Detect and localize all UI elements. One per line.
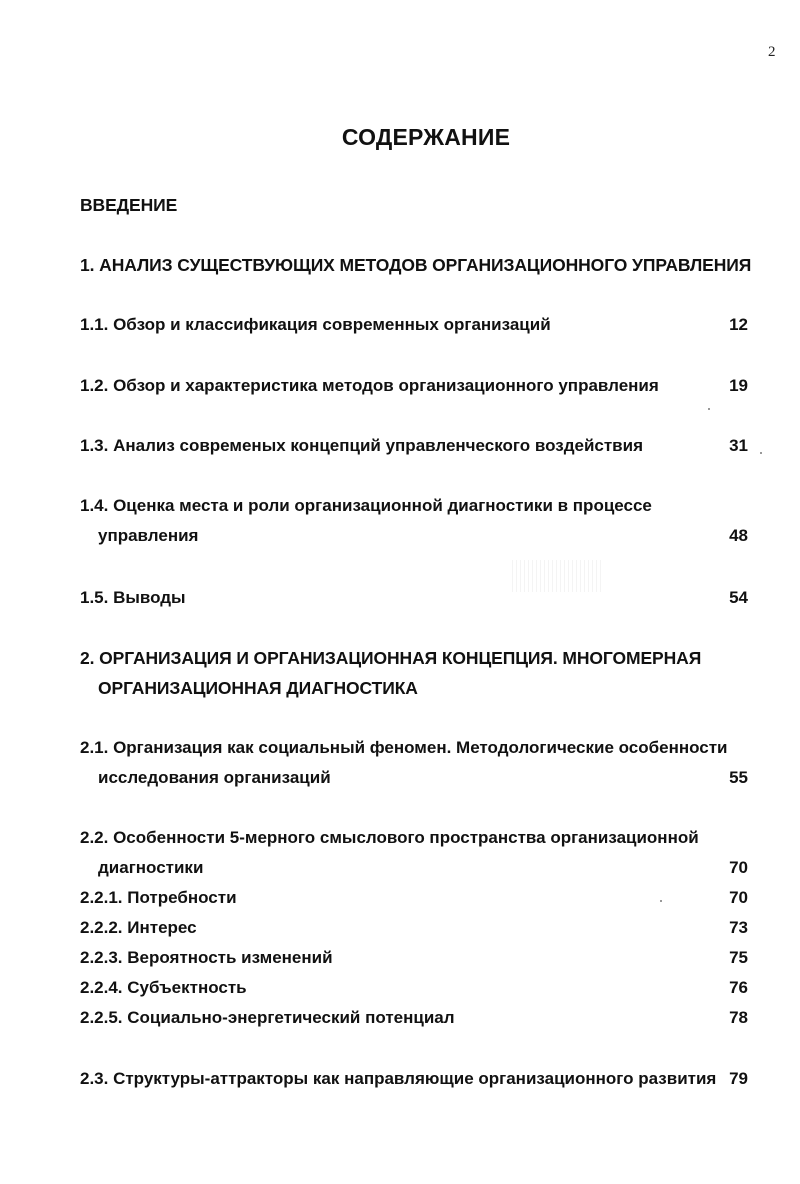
toc-section-title: 1.3. Анализ современых концепций управленческого воздействия — [80, 436, 643, 455]
toc-section-title-line1: 2.1. Организация как социальный феномен. Методологические особенности — [80, 738, 728, 757]
scan-speck — [760, 452, 762, 454]
toc-section-2-2-3 — [80, 943, 748, 973]
toc-section-title: 2.2.1. Потребности — [80, 888, 237, 907]
toc-section-2-2-5 — [80, 1003, 748, 1033]
toc-intro — [80, 190, 748, 220]
toc-chapter-1-title: 1. АНАЛИЗ СУЩЕСТВУЮЩИХ МЕТОДОВ ОРГАНИЗАЦИОННОГО УПРАВЛЕНИЯ — [80, 255, 752, 275]
toc-section-title: 1.2. Обзор и характеристика методов организационного управления — [80, 376, 659, 395]
toc-section-1-2 — [80, 371, 748, 401]
toc-page-number: 48 — [729, 526, 748, 545]
toc-section-title: 2.3. Структуры-аттракторы как направляющие организационного развития — [80, 1069, 717, 1088]
toc-page-number: 76 — [729, 978, 748, 997]
toc-intro-title: ВВЕДЕНИЕ — [80, 195, 178, 215]
toc-chapter-2 — [80, 643, 748, 703]
toc-section-2-2-4 — [80, 973, 748, 1003]
toc-section-1-1 — [80, 310, 748, 340]
toc-section-1-5 — [80, 583, 748, 613]
toc-chapter-1 — [80, 250, 752, 280]
toc-page-number: 78 — [729, 1008, 748, 1027]
toc-section-title: 2.2.5. Социально-энергетический потенциал — [80, 1008, 455, 1027]
toc-section-title-line2: управления — [98, 526, 199, 545]
toc-section-2-2-2 — [80, 913, 748, 943]
toc-section-title: 1.5. Выводы — [80, 588, 186, 607]
page-title: СОДЕРЖАНИЕ — [341, 124, 511, 150]
toc-section-1-4 — [80, 491, 748, 551]
page-number: 2 — [768, 44, 776, 60]
toc-section-title-line1: 1.4. Оценка места и роли организационной диагностики в процессе — [80, 496, 652, 515]
toc-chapter-2-line2: ОРГАНИЗАЦИОННАЯ ДИАГНОСТИКА — [98, 678, 418, 698]
toc-page-number: 70 — [729, 888, 748, 907]
toc-page-number: 79 — [729, 1069, 748, 1088]
toc-chapter-2-line1: 2. ОРГАНИЗАЦИЯ И ОРГАНИЗАЦИОННАЯ КОНЦЕПЦИЯ. МНОГОМЕРНАЯ — [80, 648, 702, 668]
scan-speck — [708, 408, 710, 410]
scan-speck — [660, 900, 662, 902]
toc-section-2-1 — [80, 733, 748, 793]
toc-page-number: 54 — [729, 588, 748, 607]
toc-section-2-2-1 — [80, 883, 748, 913]
toc-page-number: 19 — [729, 376, 748, 395]
toc-section-title: 2.2.3. Вероятность изменений — [80, 948, 333, 967]
toc-page-number: 12 — [729, 315, 748, 334]
toc-page-number: 55 — [729, 768, 748, 787]
toc-section-title: 2.2.4. Субъектность — [80, 978, 247, 997]
toc-section-2-2 — [80, 823, 748, 883]
toc-page-number: 31 — [729, 436, 748, 455]
toc-page-number: 70 — [729, 858, 748, 877]
toc-section-1-3 — [80, 431, 748, 461]
toc-section-title-line2: диагностики — [98, 858, 204, 877]
toc-section-title: 2.2.2. Интерес — [80, 918, 197, 937]
toc-section-title: 1.1. Обзор и классификация современных организаций — [80, 315, 551, 334]
toc-page-number: 75 — [729, 948, 748, 967]
toc-section-title-line2: исследования организаций — [98, 768, 331, 787]
toc-section-title-line1: 2.2. Особенности 5-мерного смыслового пространства организационной — [80, 828, 699, 847]
toc-page-number: 73 — [729, 918, 748, 937]
toc-section-2-3 — [80, 1064, 748, 1094]
